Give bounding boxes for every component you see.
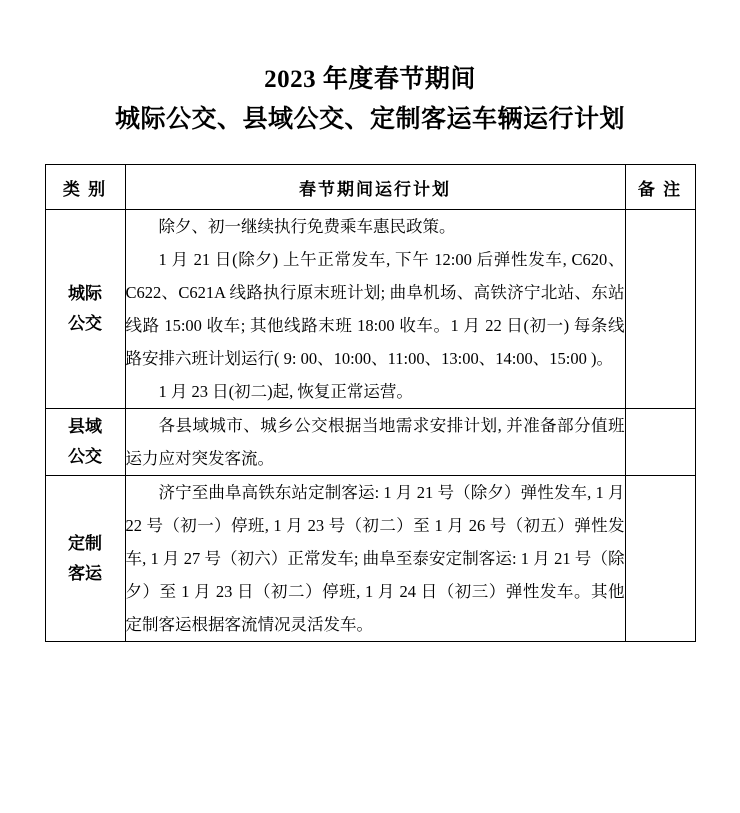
table-row [45, 210, 695, 409]
table-row [45, 409, 695, 476]
header-category: 类 别 [45, 165, 125, 210]
header-note: 备 注 [625, 165, 695, 210]
row-category-custom [45, 476, 125, 642]
table-header-row [45, 165, 695, 210]
document-title-block [0, 0, 740, 138]
category-line-2: 客运 [68, 563, 102, 583]
row-plan-county [125, 409, 625, 476]
table-row [45, 476, 695, 642]
row-plan-intercity [125, 210, 625, 409]
page-title-line-1: 2023 年度春节期间 [264, 66, 476, 93]
row-note-custom [625, 476, 695, 642]
row-plan-custom [125, 476, 625, 642]
category-line-1: 定制 [68, 533, 102, 553]
plan-paragraph: 除夕、初一继续执行免费乘车惠民政策。 [158, 217, 456, 236]
category-line-2: 公交 [68, 314, 102, 333]
row-note-intercity [625, 210, 695, 409]
plan-paragraph: 济宁至曲阜高铁东站定制客运: 1 月 21 号（除夕）弹性发车, 1 月 22 号（初一）停班, 1 月 23 号（初二）至 1 月 26 号（初五）弹性发车, 1 月 27 号（初六）正常发车; 曲阜至泰安定制客运: 1 月 21 号（除夕）至 1 月 23 日（初二）停班, 1 月 24 日（初三）弹性发车。其他定制客运根据客流情况灵活发车。 [125, 483, 625, 634]
page-footer-space [0, 642, 740, 662]
header-plan: 春节期间运行计划 [125, 165, 625, 210]
row-note-county [625, 409, 695, 476]
schedule-table [45, 164, 696, 642]
page-title-line-2: 城际公交、县域公交、定制客运车辆运行计划 [114, 106, 625, 133]
row-category-intercity [45, 210, 125, 409]
plan-paragraph: 1 月 23 日(初二)起, 恢复正常运营。 [158, 382, 413, 401]
plan-paragraph: 各县域城市、城乡公交根据当地需求安排计划, 并准备部分值班运力应对突发客流。 [125, 416, 625, 468]
row-category-county [45, 409, 125, 476]
category-line-1: 城际 [68, 284, 102, 303]
category-line-1: 县域 [68, 417, 102, 436]
plan-paragraph: 1 月 21 日(除夕) 上午正常发车, 下午 12:00 后弹性发车, C620、C622、C621A 线路执行原末班计划; 曲阜机场、高铁济宁北站、东站线路 15:00 收车; 其他线路末班 18:00 收车。1 月 22 日(初一) 每条线路安排六班计划运行( 9: 00、10:00、11:00、13:00、14:00、15:00 )。 [125, 250, 625, 368]
category-line-2: 公交 [68, 447, 102, 466]
